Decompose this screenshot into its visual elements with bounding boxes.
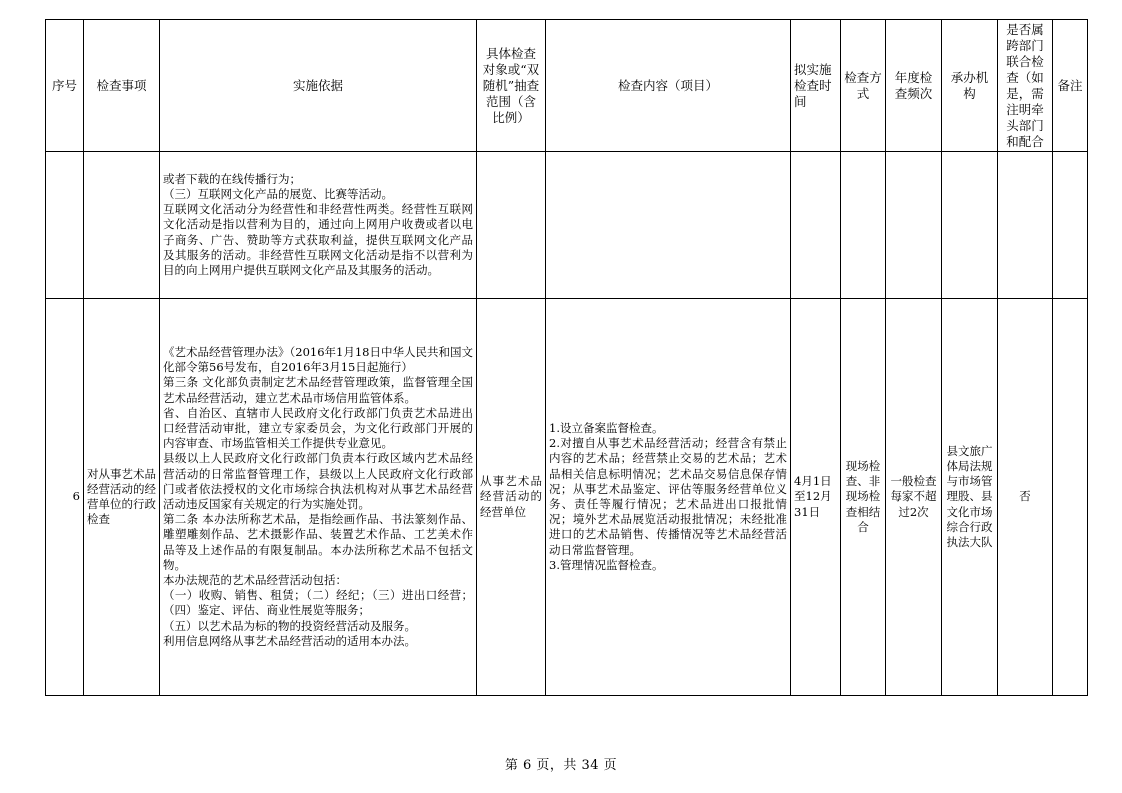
cell-empty	[546, 152, 791, 299]
cell-empty	[477, 152, 546, 299]
method-cell: 现场检查、非现场检查相结合	[841, 299, 886, 696]
cell-empty	[84, 152, 160, 299]
cell-empty	[46, 152, 84, 299]
header-frequency: 年度检查频次	[886, 20, 942, 152]
remark-cell	[1053, 299, 1088, 696]
frequency-cell: 一般检查每家不超过2次	[886, 299, 942, 696]
header-time: 拟实施检查时间	[791, 20, 841, 152]
cell-empty	[998, 152, 1053, 299]
cell-empty	[841, 152, 886, 299]
header-remark: 备注	[1053, 20, 1088, 152]
page-footer: 第 6 页，共 34 页	[504, 758, 618, 773]
header-agency: 承办机构	[942, 20, 998, 152]
header-content: 检查内容（项目）	[546, 20, 791, 152]
header-object: 具体检查对象或“双随机”抽查范围（含比例）	[477, 20, 546, 152]
header-row	[46, 20, 1088, 152]
joint-cell: 否	[998, 299, 1053, 696]
cell-empty	[942, 152, 998, 299]
basis-cell: 《艺术品经营管理办法》（2016年1月18日中华人民共和国文化部令第56号发布，自2016年3月15日起施行） 第三条 文化部负责制定艺术品经营管理政策，监督管理全国艺术品经营活动，建立艺术品市场信用监管体系。 省、自治区、直辖市人民政府文化行政部门负责艺术品进出口经营活动审批，建立专家委员会，为文化行政部门开展的内容审查、市场监管相关工作提供专业意见。 县级以上人民政府文化行政部门负责本行政区域内艺术品经营活动的日常监督管理工作，县级以上人民政府文化行政部门或者依法授权的文化市场综合执法机构对从事艺术品经营活动违反国家有关规定的行为实施处罚。 第二条 本办法所称艺术品，是指绘画作品、书法篆刻作品、雕塑雕刻作品、艺术摄影作品、装置艺术作品、工艺美术作品等及上述作品的有限复制品。本办法所称艺术品不包括文物。 本办法规范的艺术品经营活动包括： （一）收购、销售、租赁；（二）经纪；（三）进出口经营；（四）鉴定、评估、商业性展览等服务； （五）以艺术品为标的物的投资经营活动及服务。 利用信息网络从事艺术品经营活动的适用本办法。	[160, 299, 477, 696]
cell-empty	[1053, 152, 1088, 299]
cell-empty	[791, 152, 841, 299]
agency-cell: 县文旅广体局法规与市场管理股、县文化市场综合行政执法大队	[942, 299, 998, 696]
table-row	[46, 299, 1088, 696]
header-method: 检查方式	[841, 20, 886, 152]
item-cell: 对从事艺术品经营活动的经营单位的行政检查	[84, 299, 160, 696]
seq-cell: 6	[46, 299, 84, 696]
header-joint: 是否属跨部门联合检查（如是，需注明牵头部门和配合	[998, 20, 1053, 152]
header-seq: 序号	[46, 20, 84, 152]
basis-continued-cell: 或者下载的在线传播行为； （三）互联网文化产品的展览、比赛等活动。 互联网文化活动分为经营性和非经营性两类。经营性互联网文化活动是指以营利为目的，通过向上网用户收费或者以电子商务、广告、赞助等方式获取利益，提供互联网文化产品及其服务的活动。非经营性互联网文化活动是指不以营利为目的向上网用户提供互联网文化产品及其服务的活动。	[160, 152, 477, 299]
object-cell: 从事艺术品经营活动的经营单位	[477, 299, 546, 696]
table-row	[46, 152, 1088, 299]
inspection-table	[45, 19, 1088, 696]
time-cell: 4月1日至12月31日	[791, 299, 841, 696]
header-item: 检查事项	[84, 20, 160, 152]
content-cell: 1.设立备案监督检查。 2.对擅自从事艺术品经营活动；经营含有禁止内容的艺术品；经营禁止交易的艺术品；艺术品相关信息标明情况；艺术品交易信息保存情况；从事艺术品鉴定、评估等服务经营单位义务、责任等履行情况；艺术品进出口报批情况；境外艺术品展览活动报批情况；未经批准进口的艺术品销售、传播情况等艺术品经营活动日常监督管理。 3.管理情况监督检查。	[546, 299, 791, 696]
header-basis: 实施依据	[160, 20, 477, 152]
cell-empty	[886, 152, 942, 299]
